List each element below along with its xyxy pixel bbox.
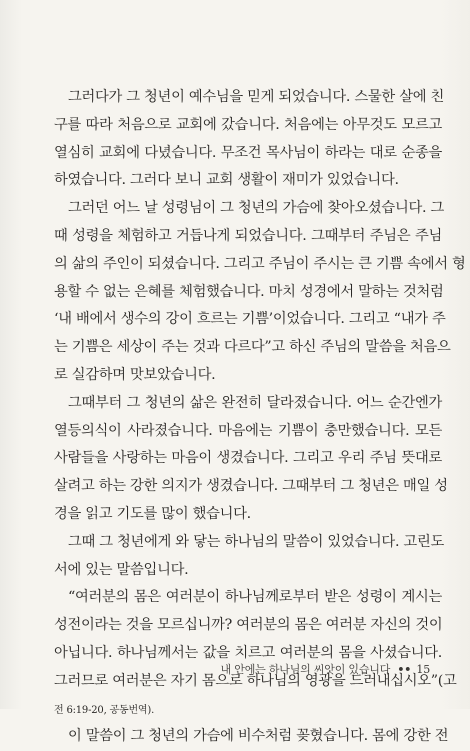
running-footer (221, 661, 430, 677)
text-line: 때 성령을 체험하고 거듭나게 되었습니다. 그때부터 주님은 주님 (54, 227, 442, 244)
text-line: 살려고 하는 강한 의지가 생겼습니다. 그때부터 그 청년은 매일 성 (54, 478, 448, 495)
quote-line: 아닙니다. 하나님께서는 값을 치르고 여러분의 몸을 사셨습니다. (54, 644, 442, 661)
quote-line: 성전이라는 것을 모르십니까? 여러분의 몸은 여러분 자신의 것이 (54, 617, 443, 634)
text-line: 사람들을 사랑하는 마음이 생겼습니다. 그리고 우리 주님 뜻대로 (54, 450, 442, 467)
citation-line (54, 696, 442, 724)
text-line: 열등의식이 사라졌습니다. 마음에는 기쁨이 충만했습니다. 모든 (54, 422, 442, 439)
text-line: 열심히 교회에 다녔습니다. 무조건 목사님이 하라는 대로 순종을 (54, 144, 442, 161)
text-line: 그러던 어느 날 성령님이 그 청년의 가슴에 찾아오셨습니다. 그 (68, 200, 444, 217)
footer-separator: •• (397, 663, 412, 676)
body-text (54, 84, 466, 751)
text-line: ‘내 배에서 생수의 강이 흐르는 기쁨’이었습니다. 그리고 “내가 주 (54, 311, 446, 328)
text-line: 로 실감하며 맛보았습니다. (54, 366, 216, 383)
text-line: 서에 있는 말씀입니다. (54, 561, 189, 578)
quote-line: “여러분의 몸은 여러분이 하나님께로부터 받은 성령이 계시는 (68, 589, 442, 606)
text-line: 이 말씀이 그 청년의 가슴에 비수처럼 꽂혔습니다. 몸에 강한 전 (68, 728, 449, 745)
text-line: 경을 읽고 기도를 많이 했습니다. (54, 505, 251, 522)
text-line: 그러다가 그 청년이 예수님을 믿게 되었습니다. 스물한 살에 친 (68, 89, 444, 105)
scripture-citation: 전 6:19-20, 공동번역). (54, 704, 155, 716)
text-line: 의 삶의 주인이 되셨습니다. 그리고 주님이 주시는 큰 기쁨 속에서 형 (54, 255, 466, 272)
text-line: 하였습니다. 그러다 보니 교회 생활이 재미가 있었습니다. (54, 172, 399, 189)
text-line: 그때부터 그 청년의 삶은 완전히 달라졌습니다. 어느 순간엔가 (68, 394, 442, 411)
text-line: 는 기쁨은 세상이 주는 것과 다르다”고 하신 주님의 말씀을 처음으 (54, 339, 451, 356)
text-line: 그때 그 청년에게 와 닿는 하나님의 말씀이 있었습니다. 고린도 (68, 533, 444, 550)
quote-line: 그러므로 여러분은 자기 몸으로 하나님의 영광을 드러내십시오”(고 (54, 672, 457, 689)
page-number: 15 (416, 663, 430, 676)
book-title: 내 안에는 하나님의 씨앗이 있습니다 (220, 663, 391, 676)
text-line: 구를 따라 처음으로 교회에 갔습니다. 처음에는 아무것도 모르고 (54, 116, 442, 133)
text-line: 용할 수 없는 은혜를 체험했습니다. 마치 성경에서 말하는 것처럼 (54, 283, 444, 300)
